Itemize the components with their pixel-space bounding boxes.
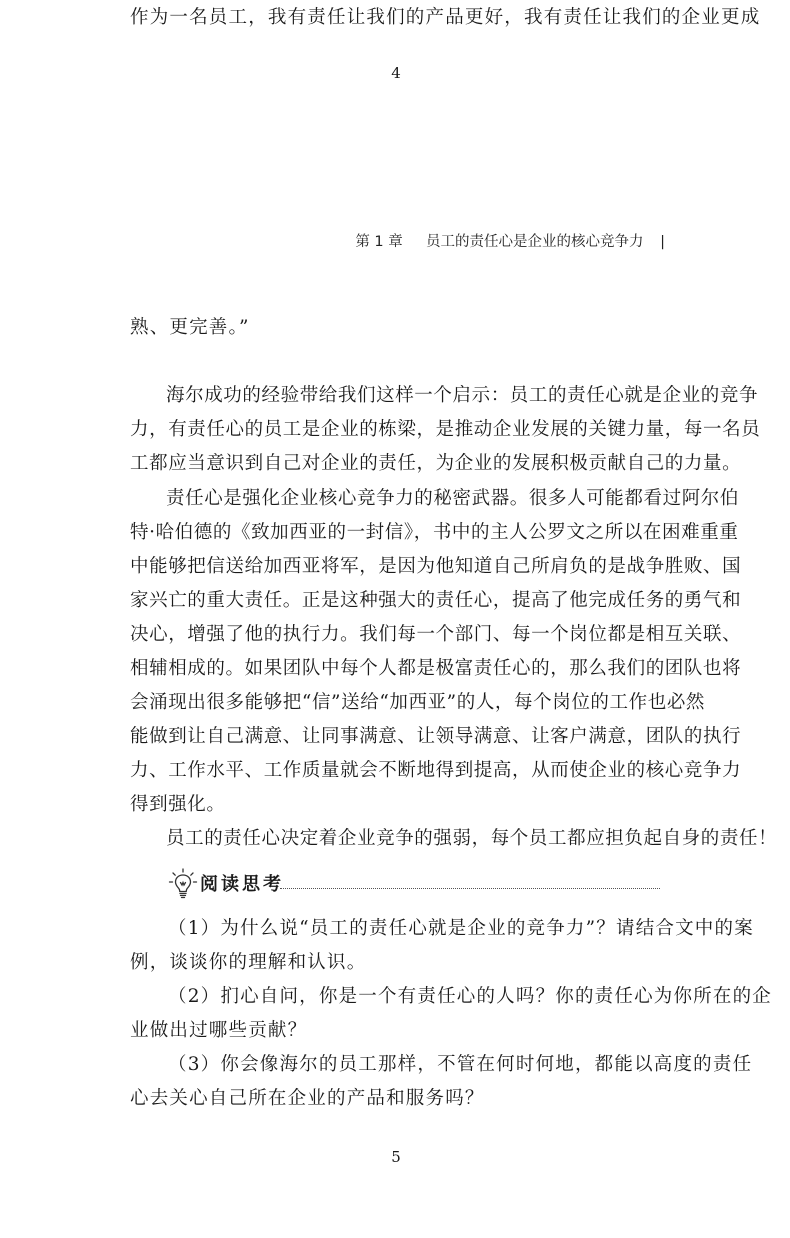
question-line: （1）为什么说“员工的责任心就是企业的竞争力”？请结合文中的案	[168, 918, 754, 939]
paragraph-line: 能做到让自己满意、让同事满意、让领导满意、让客户满意，团队的执行	[130, 726, 742, 747]
previous-page-continued-line: 作为一名员工，我有责任让我们的产品更好，我有责任让我们的企业更成	[130, 7, 761, 28]
paragraph-line: 中能够把信送给加西亚将军，是因为他知道自己所肩负的是战争胜败、国	[130, 556, 742, 577]
paragraph-line: 会涌现出很多能够把“信”送给“加西亚”的人，每个岗位的工作也必然	[130, 692, 706, 713]
paragraph-3: 员工的责任心决定着企业竞争的强弱，每个员工都应担负起自身的责任！	[166, 828, 778, 849]
reading-thinking-header	[168, 868, 660, 900]
quote-ending: 熟、更完善。”	[130, 317, 250, 338]
running-header	[355, 232, 665, 252]
paragraph-line: 海尔成功的经验带给我们这样一个启示：员工的责任心就是企业的竞争	[166, 385, 759, 406]
paragraph-line: 家兴亡的重大责任。正是这种强大的责任心，提高了他完成任务的勇气和	[130, 590, 742, 611]
paragraph-line: 责任心是强化企业核心竞争力的秘密武器。很多人可能都看过阿尔伯	[166, 488, 740, 509]
question-line: 例，谈谈你的理解和认识。	[130, 952, 367, 973]
paragraph-line: 相辅相成的。如果团队中每个人都是极富责任心的，那么我们的团队也将	[130, 658, 742, 679]
paragraph-line: 得到强化。	[130, 794, 226, 815]
paragraph-line: 特·哈伯德的《致加西亚的一封信》，书中的主人公罗文之所以在困难重重	[130, 522, 739, 543]
paragraph-line: 力、工作水平、工作质量就会不断地得到提高，从而使企业的核心竞争力	[130, 760, 742, 781]
question-line: 心去关心自己所在企业的产品和服务吗？	[130, 1088, 485, 1109]
question-line: 业做出过哪些贡献？	[130, 1020, 308, 1041]
paragraph-line: 决心，增强了他的执行力。我们每一个部门、每一个岗位都是相互关联、	[130, 624, 742, 645]
dotted-divider	[280, 888, 660, 889]
reading-thinking-title: 阅读思考	[200, 874, 284, 895]
paragraph-line: 工都应当意识到自己对企业的责任，为企业的发展积极贡献自己的力量。	[130, 453, 742, 474]
paragraph-line: 力，有责任心的员工是企业的栋梁，是推动企业发展的关键力量，每一名员	[130, 419, 761, 440]
question-line: （2）扪心自问，你是一个有责任心的人吗？你的责任心为你所在的企	[168, 986, 772, 1007]
chapter-title: 员工的责任心是企业的核心竞争力	[426, 234, 644, 250]
previous-page-number: 4	[391, 64, 401, 82]
question-line: （3）你会像海尔的员工那样，不管在何时何地，都能以高度的责任	[168, 1054, 753, 1075]
chapter-number: 第 1 章	[355, 234, 403, 250]
lightbulb-icon	[168, 868, 198, 900]
page-number: 5	[391, 1148, 401, 1166]
header-separator: |	[660, 234, 665, 250]
